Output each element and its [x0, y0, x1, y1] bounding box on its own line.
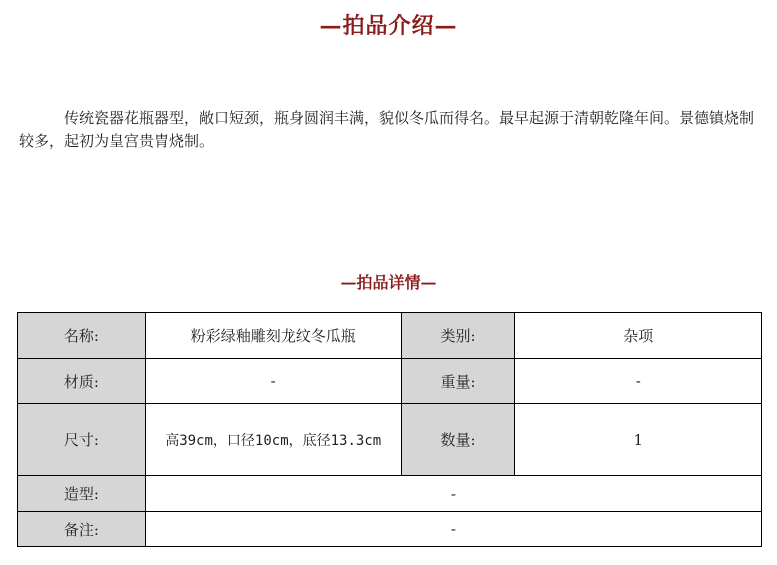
material-value: -: [145, 359, 401, 404]
details-title: —拍品详情—: [340, 273, 437, 292]
table-row: [18, 512, 762, 547]
weight-value: -: [515, 359, 762, 404]
shape-label: 造型:: [18, 476, 146, 512]
size-value: 高39cm，口径10cm，底径13.3cm: [145, 404, 401, 476]
table-row: [18, 359, 762, 404]
name-label: 名称:: [18, 313, 146, 359]
remarks-label: 备注:: [18, 512, 146, 547]
weight-label: 重量:: [401, 359, 515, 404]
category-value: 杂项: [515, 313, 762, 359]
table-row: [18, 404, 762, 476]
category-label: 类别:: [401, 313, 515, 359]
size-label: 尺寸:: [18, 404, 146, 476]
intro-title: —拍品介绍—: [319, 13, 458, 39]
remarks-value: -: [145, 512, 761, 547]
quantity-value: 1: [515, 404, 762, 476]
table-row: [18, 313, 762, 359]
intro-description: 传统瓷器花瓶器型，敞口短颈，瓶身圆润丰满，貌似冬瓜而得名。最早起源于清朝乾隆年间。景德镇烧制较多，起初为皇宫贵胄烧制。: [19, 109, 755, 150]
name-value: 粉彩绿釉雕刻龙纹冬瓜瓶: [145, 313, 401, 359]
details-table: [17, 312, 762, 547]
quantity-label: 数量:: [401, 404, 515, 476]
table-row: [18, 476, 762, 512]
shape-value: -: [145, 476, 761, 512]
material-label: 材质:: [18, 359, 146, 404]
